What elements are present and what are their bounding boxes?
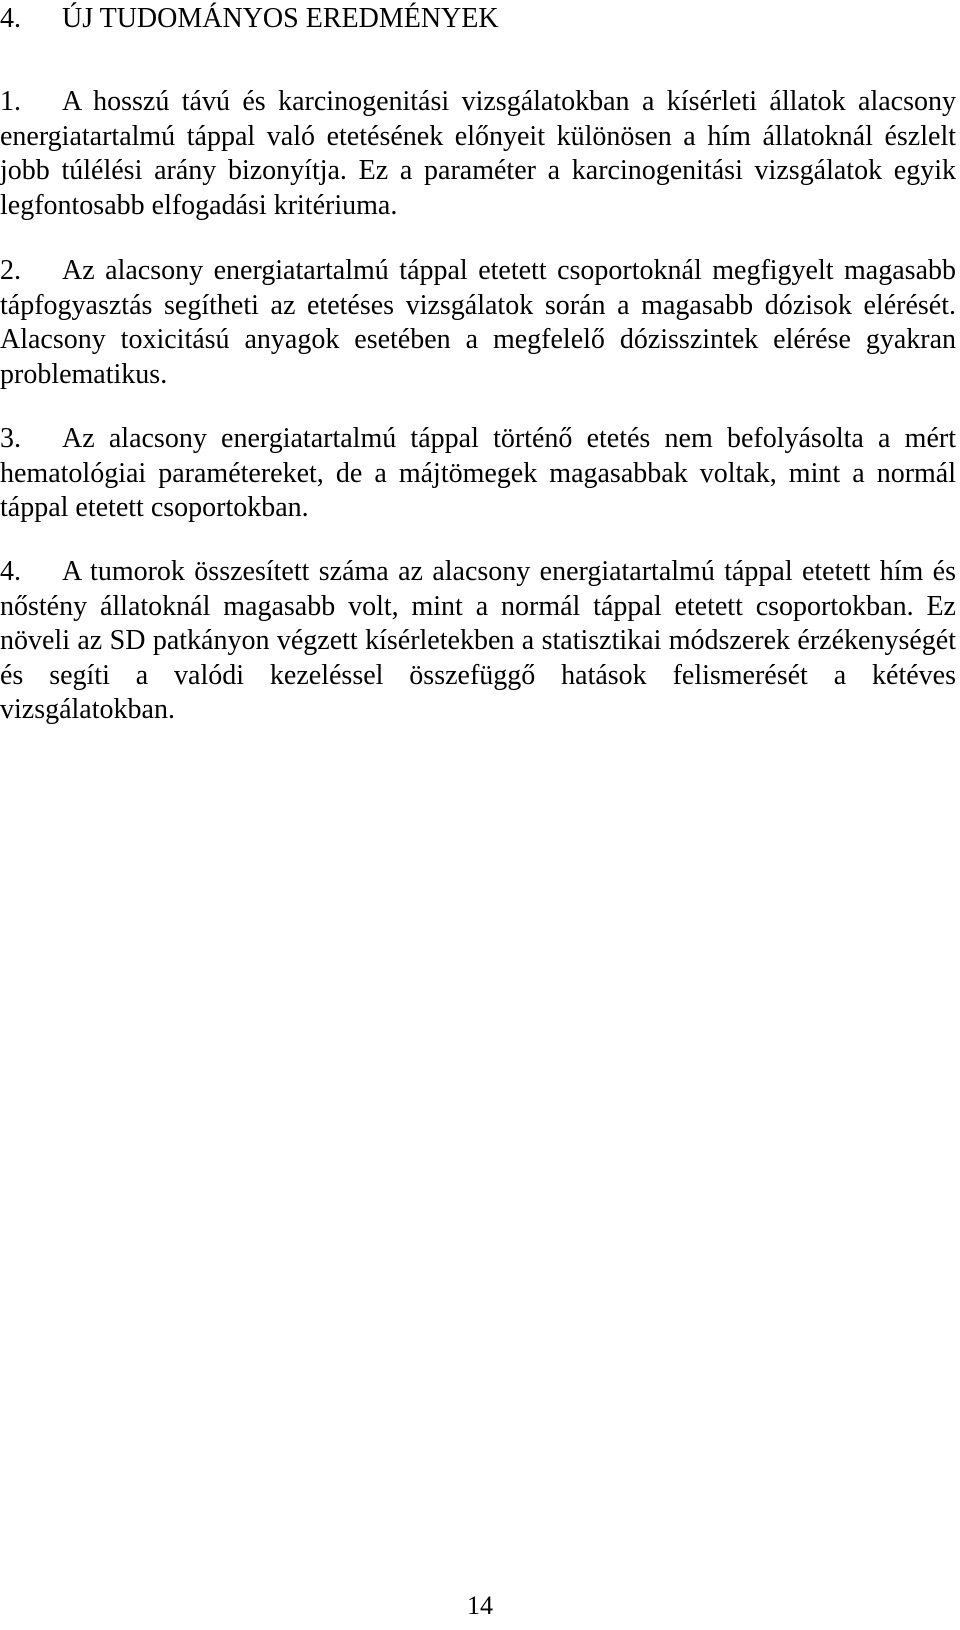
paragraph-number: 3.: [0, 423, 21, 454]
paragraph-text: Az alacsony energiatartalmú táppal etetett csoportoknál megfigyelt magasabb tápfogyasztás segítheti az etetéses vizsgálatok során a magasabb dózisok elérését. Alacsony toxicitású anyagok esetében a megfelelő dózisszintek elérése gyakran problematikus.: [0, 255, 956, 390]
result-paragraph-3: [0, 422, 956, 526]
section-number: 4.: [0, 3, 21, 34]
paragraph-number: 1.: [0, 86, 21, 117]
result-paragraph-2: [0, 254, 956, 392]
result-paragraph-1: [0, 85, 956, 223]
result-paragraph-4: [0, 555, 956, 728]
paragraph-text: A tumorok összesített száma az alacsony energiatartalmú táppal etetett hím és nőstény állatoknál magasabb volt, mint a normál táppal etetett csoportokban. Ez növeli az SD patkányon végzett kísérletekben a statisztikai módszerek érzékenységét és segíti a valódi kezeléssel összefüggő hatások felismerését a kétéves vizsgálatokban.: [0, 556, 956, 726]
paragraph-text: Az alacsony energiatartalmú táppal történő etetés nem befolyásolta a mért hematológiai paramétereket, de a májtömegek magasabbak voltak, mint a normál táppal etetett csoportokban.: [0, 423, 956, 524]
section-title: ÚJ TUDOMÁNYOS EREDMÉNYEK: [62, 3, 499, 34]
paragraph-number: 2.: [0, 255, 21, 286]
paragraph-number: 4.: [0, 556, 21, 587]
paragraph-text: A hosszú távú és karcinogenitási vizsgálatokban a kísérleti állatok alacsony energiatartalmú táppal való etetésének előnyeit különösen a hím állatoknál észlelt jobb túlélési arány bizonyítja. Ez a paraméter a karcinogenitási vizsgálatok egyik legfontosabb elfogadási kritériuma.: [0, 86, 956, 221]
page-number: 14: [467, 1591, 493, 1620]
section-heading: [0, 2, 499, 36]
